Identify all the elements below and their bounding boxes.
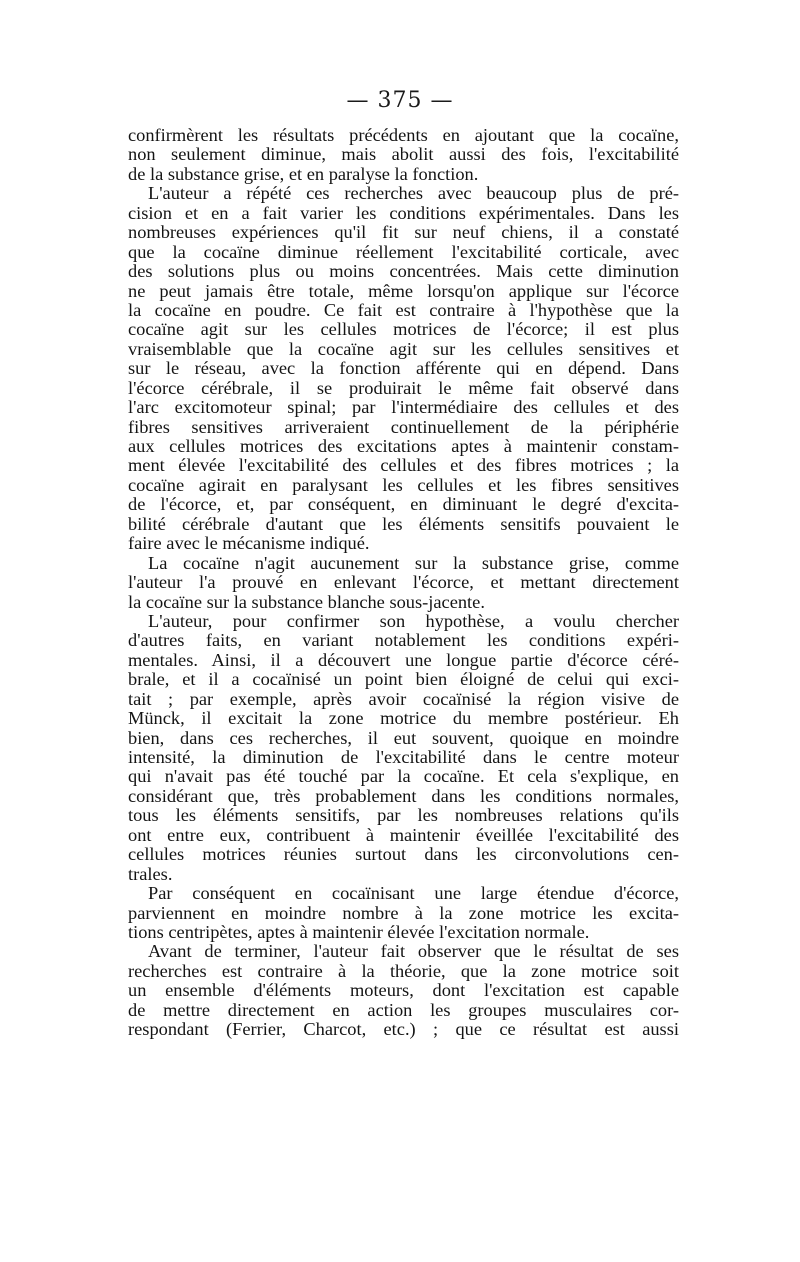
paragraph (128, 884, 679, 942)
text-line: faire avec le mécanisme indiqué. (128, 533, 370, 554)
text-line: confirmèrent les résultats précédents en ajoutant que la cocaïne, (128, 125, 679, 145)
text-line: L'auteur, pour confirmer son hypothèse, a voulu chercher (148, 610, 679, 631)
text-line: Münck, il excitait la zone motrice du membre postérieur. Eh (128, 708, 679, 729)
text-line: respondant (Ferrier, Charcot, etc.) ; que ce résultat est aussi (128, 1019, 679, 1040)
text-line: L'auteur a répété ces recherches avec beaucoup plus de pré- (148, 183, 679, 204)
text-line: mentales. Ainsi, il a découvert une longue partie d'écorce céré- (128, 649, 679, 670)
body-text (128, 126, 679, 1040)
text-line: tous les éléments sensitifs, par les nombreuses relations qu'ils (128, 805, 679, 826)
paragraph (128, 184, 679, 553)
text-line: cision et en a fait varier les conditions expérimentales. Dans les (128, 202, 679, 223)
text-line: la cocaïne sur la substance blanche sous-jacente. (128, 591, 485, 612)
paragraph (128, 612, 679, 884)
text-line: brale, et il a cocaïnisé un point bien éloigné de celui qui exci- (128, 669, 679, 690)
text-line: bien, dans ces recherches, il eut souvent, quoique en moindre (128, 727, 679, 748)
text-line: d'autres faits, en variant notablement les conditions expéri- (128, 630, 679, 651)
text-line: aux cellules motrices des excitations aptes à maintenir constam- (128, 436, 679, 456)
text-line: vraisemblable que la cocaïne agit sur les cellules sensitives et (128, 338, 679, 359)
text-line: des solutions plus ou moins concentrées. Mais cette diminution (128, 261, 679, 282)
text-line: que la cocaïne diminue réellement l'excitabilité corticale, avec (128, 241, 679, 262)
text-line: de l'écorce, et, par conséquent, en diminuant le degré d'excita- (128, 494, 679, 515)
text-line: tions centripètes, aptes à maintenir élevée l'excitation normale. (128, 921, 590, 942)
text-line: trales. (128, 863, 173, 884)
text-line: considérant que, très probablement dans les conditions normales, (128, 785, 679, 806)
text-line: recherches est contraire à la théorie, que la zone motrice soit (128, 960, 679, 981)
text-line: un ensemble d'éléments moteurs, dont l'excitation est capable (128, 980, 679, 1001)
text-line: fibres sensitives arriveraient continuellement de la périphérie (128, 416, 679, 437)
text-line: cocaïne agit sur les cellules motrices de l'écorce; il est plus (128, 319, 679, 340)
page-number: — 375 — (346, 88, 454, 113)
text-line: ment élevée l'excitabilité des cellules et des fibres motrices ; la (128, 455, 679, 476)
text-line: de mettre directement en action les groupes musculaires cor- (128, 999, 679, 1020)
text-line: cocaïne agirait en paralysant les cellules et les fibres sensitives (128, 474, 679, 495)
text-line: cellules motrices réunies surtout dans les circonvolutions cen- (128, 844, 679, 865)
text-line: bilité cérébrale d'autant que les éléments sensitifs pouvaient le (128, 513, 679, 534)
text-line: l'écorce cérébrale, il se produirait le même fait observé dans (128, 377, 679, 398)
text-line: nombreuses expériences qu'il fit sur neuf chiens, il a constaté (128, 222, 679, 243)
text-line: parviennent en moindre nombre à la zone motrice les excita- (128, 902, 679, 923)
paragraph (128, 126, 679, 184)
text-line: de la substance grise, et en paralyse la fonction. (128, 163, 479, 184)
text-line: intensité, la diminution de l'excitabilité dans le centre moteur (128, 747, 679, 767)
text-line: sur le réseau, avec la fonction afférente qui en dépend. Dans (128, 358, 679, 379)
text-line: la cocaïne en poudre. Ce fait est contraire à l'hypothèse que la (128, 299, 679, 320)
text-line: Par conséquent en cocaïnisant une large étendue d'écorce, (148, 883, 679, 904)
text-line: tait ; par exemple, après avoir cocaïnisé la région visive de (128, 688, 679, 709)
text-line: qui n'avait pas été touché par la cocaïne. Et cela s'explique, en (128, 766, 679, 787)
text-line: ont entre eux, contribuent à maintenir éveillée l'excitabilité des (128, 824, 679, 845)
text-line: Avant de terminer, l'auteur fait observer que le résultat de ses (148, 941, 679, 962)
text-line: ne peut jamais être totale, même lorsqu'on applique sur l'écorce (128, 280, 679, 301)
text-line: l'arc excitomoteur spinal; par l'intermédiaire des cellules et des (128, 397, 679, 418)
text-line: non seulement diminue, mais abolit aussi des fois, l'excitabilité (128, 144, 679, 165)
paragraph (128, 942, 679, 1039)
paragraph (128, 554, 679, 612)
text-line: l'auteur l'a prouvé en enlevant l'écorce, et mettant directement (128, 572, 679, 593)
text-line: La cocaïne n'agit aucunement sur la substance grise, comme (148, 552, 679, 573)
